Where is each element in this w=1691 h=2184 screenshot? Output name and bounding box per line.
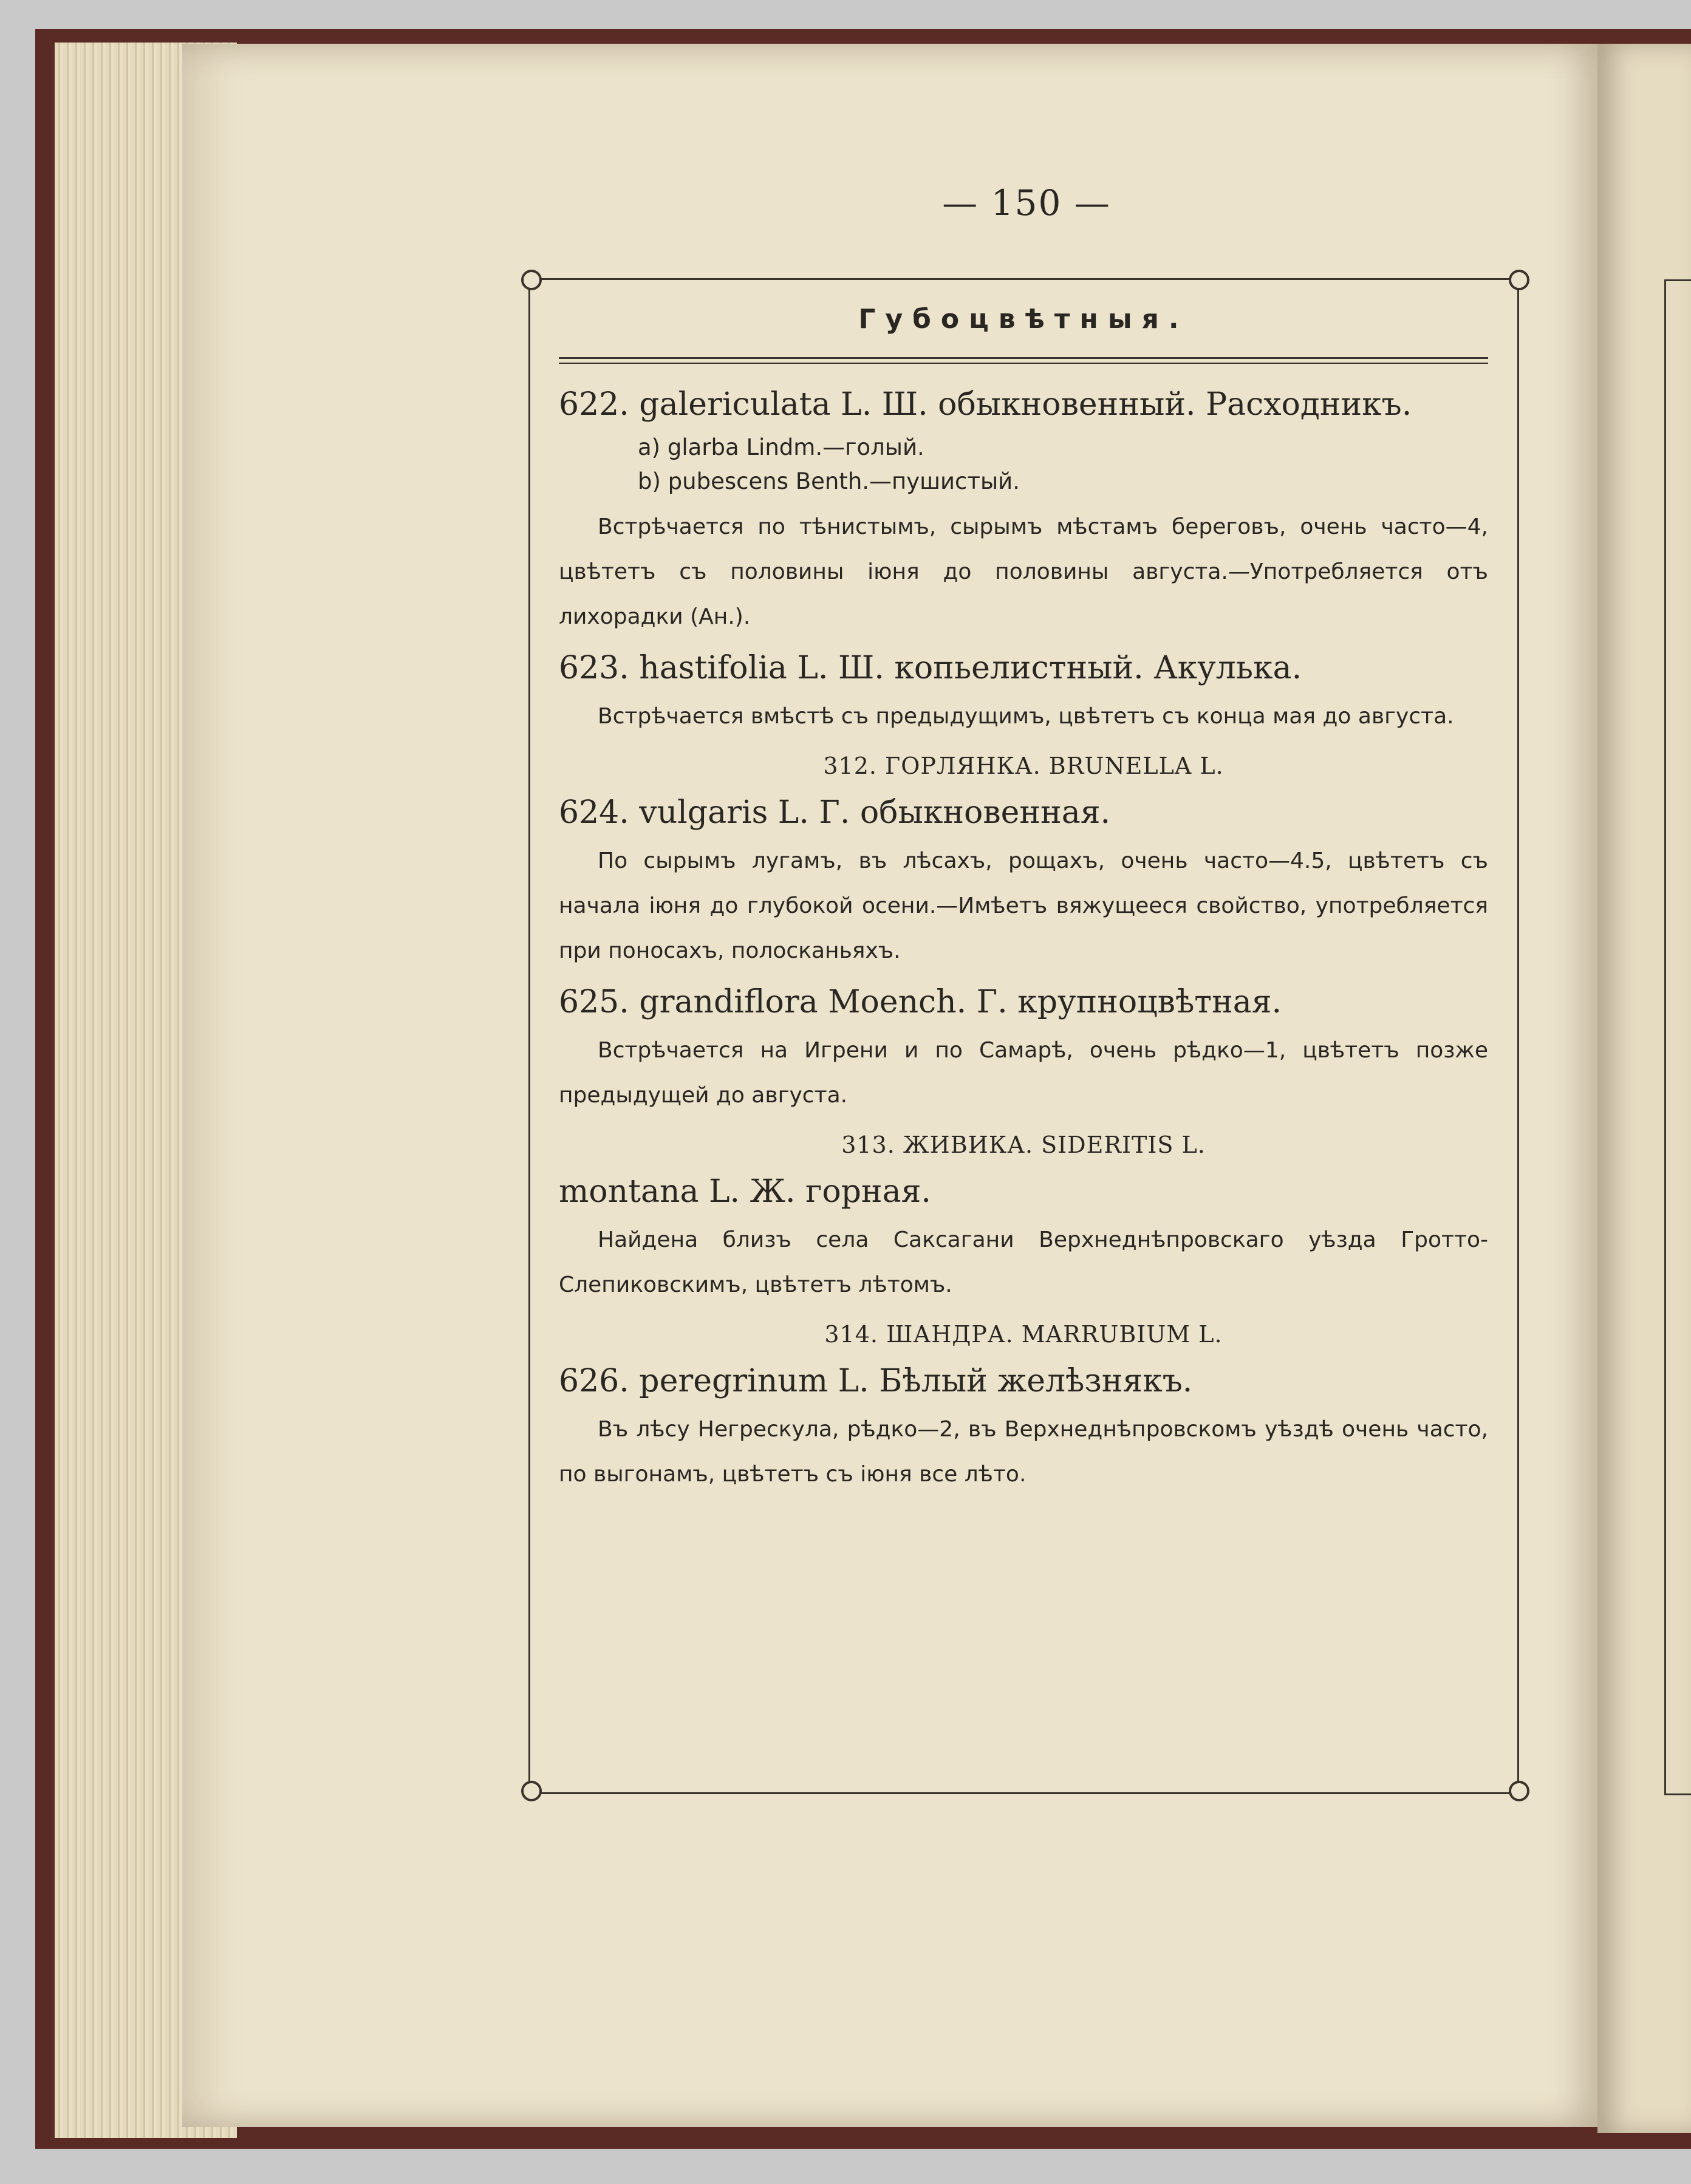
species-description-625: Встрѣчается на Игрени и по Самарѣ, очень рѣдко—1, цвѣтетъ позже предыдущей до августа. — [559, 1038, 1488, 1108]
genus-heading-313: 313. ЖИВИКА. SIDERITIS L. — [841, 1131, 1206, 1158]
frame-corner-ornament — [1509, 270, 1529, 290]
genus-heading-314: 314. ШАНДРА. MARRUBIUM L. — [824, 1321, 1223, 1348]
species-description-626: Въ лѣсу Негрескула, рѣдко—2, въ Верхнеднѣпровскомъ уѣздѣ очень часто, по выгонамъ, цвѣтетъ съ іюня все лѣто. — [559, 1417, 1488, 1487]
species-description-624: По сырымъ лугамъ, въ лѣсахъ, рощахъ, очень часто—4.5, цвѣтетъ съ начала іюня до глубокой осени.—Имѣетъ вяжущееся свойство, употребляется при поносахъ, полосканьяхъ. — [559, 848, 1488, 963]
genus-heading-312: 312. ГОРЛЯНКА. BRUNELLA L. — [823, 752, 1224, 779]
variety-a: a) glarba Lindm.—голый. — [638, 434, 924, 460]
species-description-montana: Найдена близъ села Саксагани Верхнеднѣпровскаго уѣзда Гротто-Слепиковскимъ, цвѣтетъ лѣтомъ. — [559, 1227, 1488, 1297]
frame-corner-ornament — [521, 1781, 542, 1801]
page-content — [559, 285, 1488, 1506]
species-entry-montana: montana L. Ж. горная. — [559, 1173, 931, 1210]
species-entry-626: 626. peregrinum L. Бѣлый желѣзнякъ. — [559, 1363, 1193, 1399]
double-rule — [559, 357, 1488, 364]
species-description-623: Встрѣчается вмѣстѣ съ предыдущимъ, цвѣтетъ съ конца мая до августа. — [598, 704, 1454, 729]
species-entry-625: 625. grandiflora Moench. Г. крупноцвѣтная. — [559, 984, 1282, 1020]
frame-corner-ornament — [1509, 1781, 1529, 1801]
species-entry-624: 624. vulgaris L. Г. обыкновенная. — [559, 794, 1111, 831]
section-heading: Губоцвѣтныя. — [858, 304, 1189, 335]
variety-b: b) pubescens Benth.—пушистый. — [638, 468, 1020, 494]
species-entry-622: 622. galericulata L. Ш. обыкновенный. Расходникъ. — [559, 386, 1412, 423]
frame-corner-ornament — [521, 270, 542, 290]
page-number: — 150 — — [942, 182, 1111, 224]
facing-page-frame — [1664, 279, 1691, 1795]
species-description-622: Встрѣчается по тѣнистымъ, сырымъ мѣстамъ береговъ, очень часто—4, цвѣтетъ съ половины іюня до половины августа.—Употребляется отъ лихорадки (Ан.). — [559, 514, 1488, 629]
species-entry-623: 623. hastifolia L. Ш. копьелистный. Акулька. — [559, 650, 1302, 686]
